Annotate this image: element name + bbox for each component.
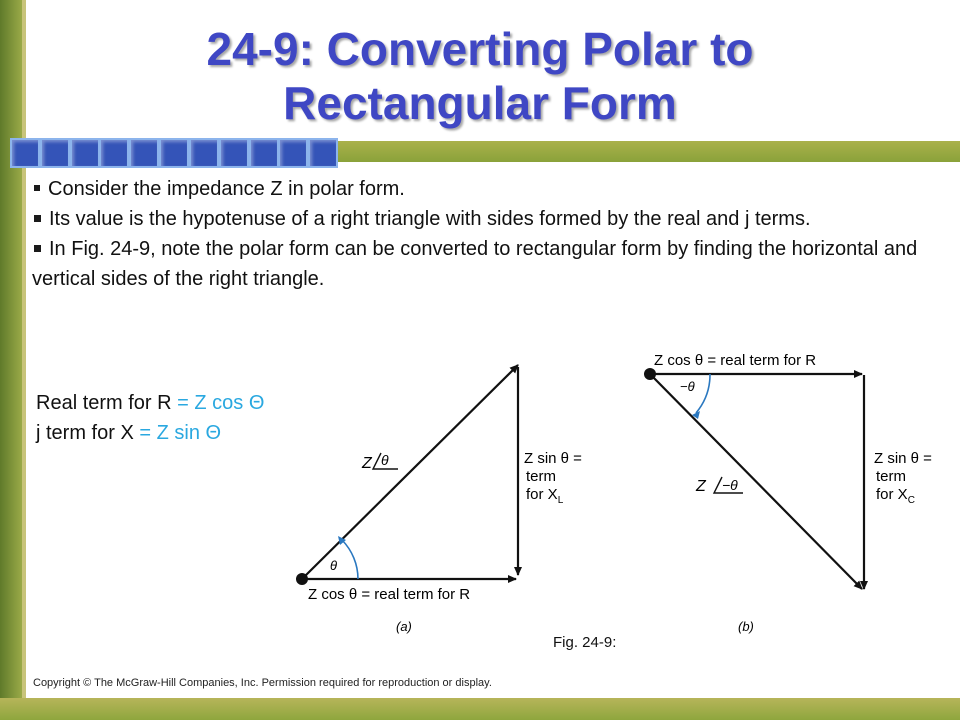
title-line-1: 24-9: Converting Polar to — [206, 23, 754, 75]
bullet-text: Its value is the hypotenuse of a right triangle with sides formed by the real and j terms. — [49, 208, 811, 230]
side-label-sub: C — [907, 495, 915, 506]
neg-angle-label: −θ — [680, 379, 695, 394]
title-line-2: Rectangular Form — [283, 77, 677, 129]
decor-square — [99, 138, 129, 168]
real-term-value: = Z cos Θ — [177, 392, 265, 414]
angle-arc — [342, 540, 358, 579]
angle-theta-label: θ — [330, 558, 338, 573]
decor-square — [219, 138, 249, 168]
hyp-angle-label: −θ — [722, 477, 738, 493]
side-label-for: for X — [876, 486, 908, 503]
bullet-list — [32, 174, 927, 294]
copyright-notice: Copyright © The McGraw-Hill Companies, Inc. Permission required for reproduction or display. — [33, 677, 492, 689]
decor-square — [40, 138, 70, 168]
bullet-item — [32, 234, 927, 294]
side-label-for: for X — [526, 486, 558, 503]
bullet-icon — [34, 215, 41, 222]
angle-arc — [696, 374, 710, 413]
bullet-item — [32, 174, 927, 204]
real-term-caption: Z cos θ = real term for R — [308, 586, 471, 603]
j-term-value: = Z sin Θ — [139, 422, 222, 444]
decor-band — [338, 141, 960, 162]
bottom-decor-bar — [0, 698, 960, 720]
hypotenuse-vector — [302, 365, 518, 579]
figure-b — [630, 345, 950, 640]
origin-dot — [644, 368, 656, 380]
left-decor-stripe — [22, 0, 26, 720]
real-term-line — [36, 388, 264, 418]
bullet-text: In Fig. 24-9, note the polar form can be converted to rectangular form by finding the horizontal and vertical sides of the right triangle. — [32, 238, 918, 290]
decor-square — [308, 138, 338, 168]
j-term-line — [36, 418, 264, 448]
figure-a — [280, 350, 610, 640]
decor-square — [278, 138, 308, 168]
side-label-sub: L — [557, 495, 564, 506]
figure-caption: Fig. 24-9: — [553, 634, 617, 651]
left-decor-bar — [0, 0, 22, 720]
side-label-line2: term — [526, 468, 556, 485]
hypotenuse-vector — [650, 374, 862, 589]
part-label-b: (b) — [738, 619, 754, 634]
hyp-label-z: Z — [696, 478, 706, 495]
hyp-label-z: Z — [362, 455, 372, 472]
decor-square — [70, 138, 100, 168]
origin-dot — [296, 573, 308, 585]
side-label-line2: term — [876, 468, 906, 485]
side-label-line3 — [526, 486, 564, 506]
bullet-icon — [34, 185, 40, 191]
decor-square — [249, 138, 279, 168]
side-label-line1: Z sin θ = — [524, 450, 582, 467]
decor-square-row — [10, 138, 338, 168]
formula-block — [36, 388, 264, 448]
slide-title — [60, 22, 900, 130]
bullet-text: Consider the impedance Z in polar form. — [48, 178, 405, 200]
j-term-label: j term for X — [36, 422, 134, 444]
bullet-icon — [34, 245, 41, 252]
part-label-a: (a) — [396, 619, 412, 634]
real-term-caption: Z cos θ = real term for R — [654, 352, 817, 369]
hyp-angle-label: θ — [381, 452, 389, 468]
side-label-line3 — [876, 486, 915, 506]
bullet-item — [32, 204, 927, 234]
decor-square — [189, 138, 219, 168]
decor-square — [129, 138, 159, 168]
real-term-label: Real term for R — [36, 392, 172, 414]
side-label-line1: Z sin θ = — [874, 450, 932, 467]
decor-square — [10, 138, 40, 168]
decor-square — [159, 138, 189, 168]
